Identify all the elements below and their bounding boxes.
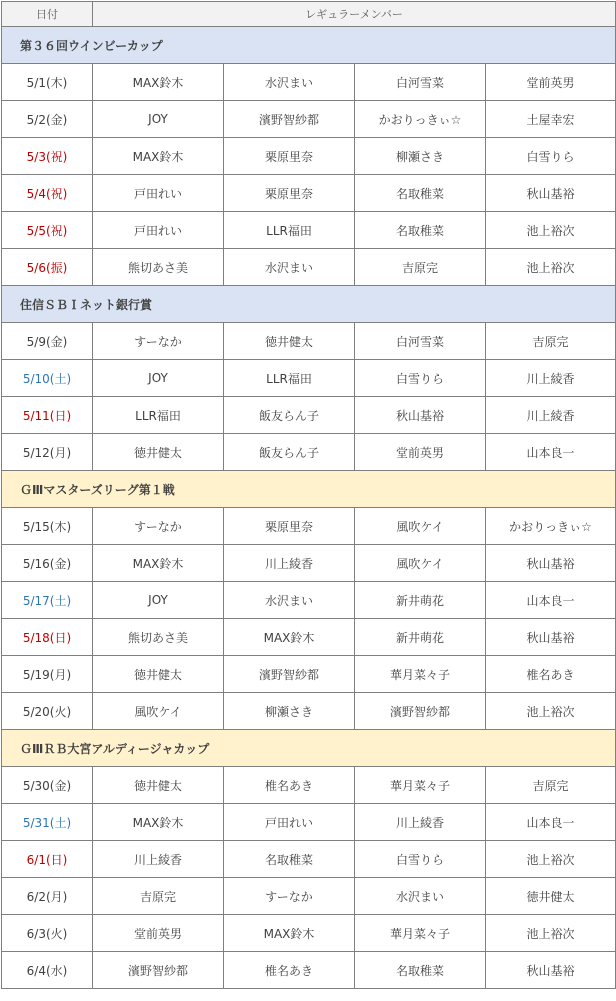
member-cell: すーなか [93,508,224,545]
section-title: ＧⅢマスターズリーグ第１戦 [2,471,616,508]
section-header [2,27,616,64]
member-cell: 戸田れい [224,804,355,841]
member-cell: 白河雪菜 [355,323,486,360]
member-cell: 椎名あき [224,767,355,804]
schedule-row [2,952,616,989]
schedule-row [2,619,616,656]
member-cell: 柳瀬さき [224,693,355,730]
member-cell: 川上綾香 [486,360,616,397]
member-cell: 山本良一 [486,804,616,841]
member-cell: MAX鈴木 [93,138,224,175]
member-cell: 池上裕次 [486,693,616,730]
date-cell: 5/18(日) [2,619,93,656]
section-header [2,730,616,767]
member-cell: 徳井健太 [93,434,224,471]
member-cell: 白河雪菜 [355,64,486,101]
member-cell: MAX鈴木 [93,804,224,841]
schedule-row [2,212,616,249]
member-cell: 秋山基裕 [486,619,616,656]
member-cell: 戸田れい [93,212,224,249]
member-cell: 吉原完 [355,249,486,286]
member-cell: 栗原里奈 [224,508,355,545]
member-cell: 名取稚菜 [355,212,486,249]
member-cell: すーなか [93,323,224,360]
schedule-row [2,434,616,471]
schedule-row [2,323,616,360]
member-cell: 濱野智紗都 [224,656,355,693]
section-title: 第３６回ウインビーカップ [2,27,616,64]
member-cell: 川上綾香 [224,545,355,582]
member-cell: 水沢まい [224,249,355,286]
date-cell: 5/19(月) [2,656,93,693]
member-cell: 川上綾香 [486,397,616,434]
member-cell: 風吹ケイ [355,508,486,545]
date-cell: 5/9(金) [2,323,93,360]
member-cell: LLR福田 [224,360,355,397]
member-cell: 栗原里奈 [224,175,355,212]
schedule-row [2,656,616,693]
member-cell: 熊切あさ美 [93,249,224,286]
date-cell: 5/4(祝) [2,175,93,212]
member-cell: 新井萌花 [355,619,486,656]
member-cell: 堂前英男 [355,434,486,471]
member-cell: 堂前英男 [486,64,616,101]
member-cell: 徳井健太 [93,767,224,804]
member-cell: 白雪りら [486,138,616,175]
member-cell: 濱野智紗都 [355,693,486,730]
member-cell: 土屋幸宏 [486,101,616,138]
section-title: ＧⅢＲＢ大宮アルディージャカップ [2,730,616,767]
date-cell: 6/1(日) [2,841,93,878]
schedule-row [2,397,616,434]
member-cell: 池上裕次 [486,249,616,286]
date-cell: 5/5(祝) [2,212,93,249]
schedule-row [2,249,616,286]
member-cell: 熊切あさ美 [93,619,224,656]
date-cell: 5/3(祝) [2,138,93,175]
schedule-row [2,545,616,582]
date-cell: 6/3(火) [2,915,93,952]
section-header [2,286,616,323]
member-cell: 椎名あき [486,656,616,693]
member-cell: 新井萌花 [355,582,486,619]
member-cell: 濱野智紗都 [93,952,224,989]
date-cell: 5/12(月) [2,434,93,471]
member-cell: 白雪りら [355,360,486,397]
member-cell: LLR福田 [93,397,224,434]
member-cell: 風吹ケイ [355,545,486,582]
date-cell: 6/4(水) [2,952,93,989]
member-cell: 名取稚菜 [355,952,486,989]
date-cell: 5/11(日) [2,397,93,434]
member-cell: 川上綾香 [355,804,486,841]
member-cell: 名取稚菜 [224,841,355,878]
header-row [2,2,616,27]
member-cell: 秋山基裕 [486,545,616,582]
date-cell: 5/17(土) [2,582,93,619]
schedule-table [1,1,616,989]
member-cell: 柳瀬さき [355,138,486,175]
schedule-row [2,804,616,841]
member-cell: JOY [93,101,224,138]
member-cell: 濱野智紗都 [224,101,355,138]
member-cell: 華月菜々子 [355,767,486,804]
member-cell: 池上裕次 [486,915,616,952]
date-cell: 5/10(土) [2,360,93,397]
member-cell: かおりっきぃ☆ [355,101,486,138]
member-cell: 華月菜々子 [355,915,486,952]
member-cell: 飯友らん子 [224,397,355,434]
schedule-row [2,767,616,804]
member-cell: JOY [93,360,224,397]
member-cell: 水沢まい [355,878,486,915]
date-cell: 5/31(土) [2,804,93,841]
schedule-row [2,64,616,101]
schedule-row [2,138,616,175]
member-cell: 山本良一 [486,434,616,471]
member-cell: 吉原完 [486,323,616,360]
member-cell: 戸田れい [93,175,224,212]
member-cell: MAX鈴木 [93,64,224,101]
member-cell: 椎名あき [224,952,355,989]
member-cell: 名取稚菜 [355,175,486,212]
date-cell: 5/1(木) [2,64,93,101]
member-cell: 秋山基裕 [486,175,616,212]
schedule-row [2,693,616,730]
member-cell: MAX鈴木 [93,545,224,582]
member-cell: 徳井健太 [93,656,224,693]
member-cell: 吉原完 [486,767,616,804]
members-column-header: レギュラーメンバー [93,2,616,27]
member-cell: 華月菜々子 [355,656,486,693]
schedule-row [2,101,616,138]
date-cell: 6/2(月) [2,878,93,915]
member-cell: 山本良一 [486,582,616,619]
member-cell: 秋山基裕 [355,397,486,434]
member-cell: すーなか [224,878,355,915]
schedule-row [2,878,616,915]
date-column-header: 日付 [2,2,93,27]
schedule-row [2,175,616,212]
schedule-row [2,360,616,397]
date-cell: 5/6(振) [2,249,93,286]
member-cell: JOY [93,582,224,619]
member-cell: 堂前英男 [93,915,224,952]
member-cell: 吉原完 [93,878,224,915]
member-cell: 風吹ケイ [93,693,224,730]
member-cell: かおりっきぃ☆ [486,508,616,545]
member-cell: 川上綾香 [93,841,224,878]
member-cell: MAX鈴木 [224,619,355,656]
member-cell: 徳井健太 [486,878,616,915]
schedule-row [2,508,616,545]
member-cell: 徳井健太 [224,323,355,360]
schedule-row [2,841,616,878]
date-cell: 5/2(金) [2,101,93,138]
date-cell: 5/15(木) [2,508,93,545]
member-cell: 水沢まい [224,64,355,101]
member-cell: MAX鈴木 [224,915,355,952]
date-cell: 5/30(金) [2,767,93,804]
member-cell: 池上裕次 [486,212,616,249]
member-cell: 水沢まい [224,582,355,619]
section-header [2,471,616,508]
date-cell: 5/16(金) [2,545,93,582]
member-cell: 秋山基裕 [486,952,616,989]
member-cell: 飯友らん子 [224,434,355,471]
schedule-row [2,582,616,619]
date-cell: 5/20(火) [2,693,93,730]
member-cell: 白雪りら [355,841,486,878]
section-title: 住信ＳＢＩネット銀行賞 [2,286,616,323]
schedule-row [2,915,616,952]
member-cell: LLR福田 [224,212,355,249]
member-cell: 栗原里奈 [224,138,355,175]
member-cell: 池上裕次 [486,841,616,878]
